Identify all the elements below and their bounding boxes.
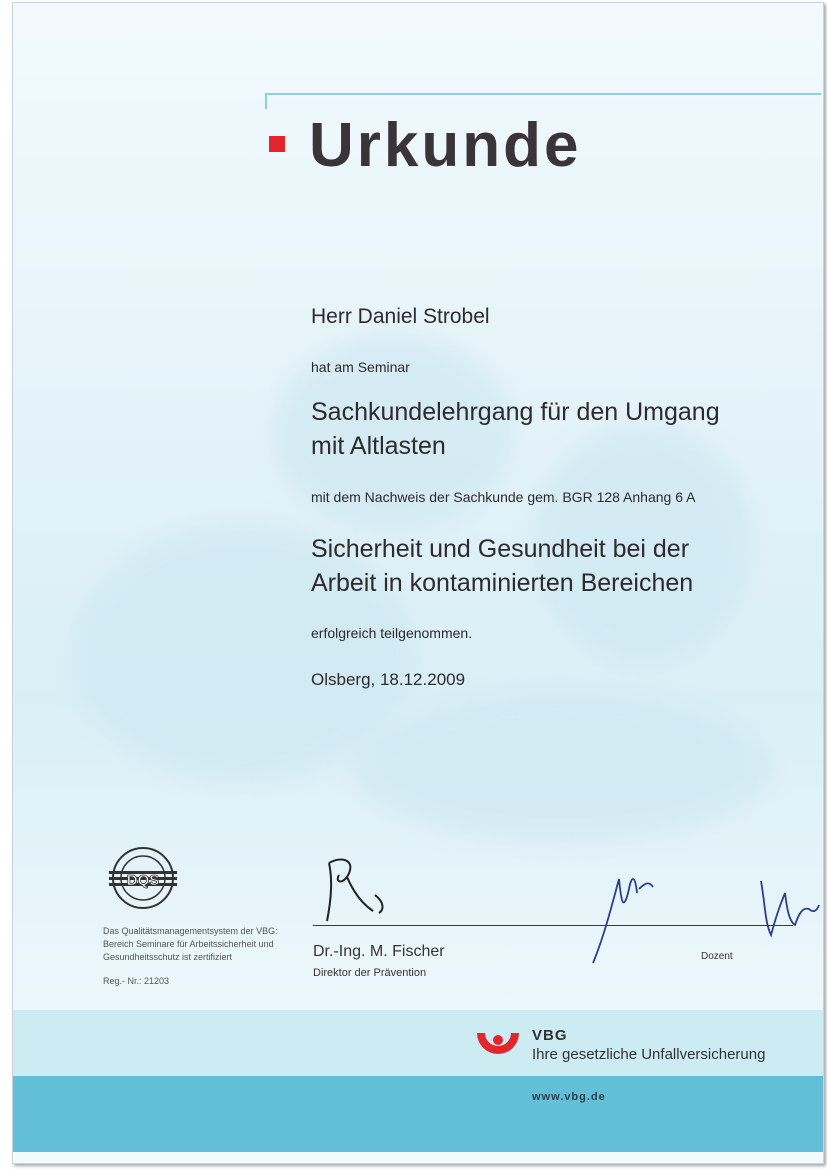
lecturer-label: Dozent	[701, 951, 733, 962]
quality-line1: Das Qualitätsmanagementsystem der VBG:	[103, 926, 278, 936]
topic-title-line2: Arbeit in kontaminierten Bereichen	[311, 569, 694, 597]
vbg-tagline: Ihre gesetzliche Unfallversicherung	[532, 1046, 766, 1063]
vbg-url: www.vbg.de	[532, 1091, 606, 1103]
header-rule	[265, 93, 821, 95]
footer-band-light	[13, 1010, 823, 1076]
signature-second	[583, 859, 663, 969]
dqs-logo-text: DQS	[126, 872, 160, 889]
quality-statement	[103, 925, 313, 964]
vbg-logo-icon	[475, 1029, 521, 1065]
quality-line3: Gesundheitsschutz ist zertifiziert	[103, 952, 233, 962]
topic-title	[311, 532, 693, 600]
footer-band-dark	[13, 1076, 823, 1152]
signer-name: Dr.-Ing. M. Fischer	[313, 943, 445, 960]
course-title-line1: Sachkundelehrgang für den Umgang	[311, 398, 720, 426]
certificate-title: Urkunde	[309, 111, 582, 180]
recipient-name: Herr Daniel Strobel	[311, 305, 490, 328]
certificate-page	[12, 2, 824, 1164]
signature-line	[313, 925, 793, 926]
intro-text: hat am Seminar	[311, 359, 410, 375]
place-date: Olsberg, 18.12.2009	[311, 670, 466, 689]
registration-number: Reg.- Nr.: 21203	[103, 976, 170, 986]
dqs-certification-logo	[103, 843, 183, 913]
result-text: erfolgreich teilgenommen.	[311, 625, 473, 641]
title-marker	[269, 136, 285, 152]
course-title	[311, 395, 720, 463]
vbg-name: VBG	[532, 1027, 568, 1044]
header-rule-corner	[265, 93, 267, 109]
proof-text: mit dem Nachweis der Sachkunde gem. BGR 128 Anhang 6 A	[311, 489, 696, 505]
signature-lecturer	[751, 873, 823, 943]
course-title-line2: mit Altlasten	[311, 432, 446, 460]
signature-director	[313, 851, 393, 927]
topic-title-line1: Sicherheit und Gesundheit bei der	[311, 535, 690, 563]
signer-role: Direktor der Prävention	[313, 967, 427, 979]
background-figure	[353, 693, 773, 843]
quality-line2: Bereich Seminare für Arbeitssicherheit und	[103, 939, 274, 949]
